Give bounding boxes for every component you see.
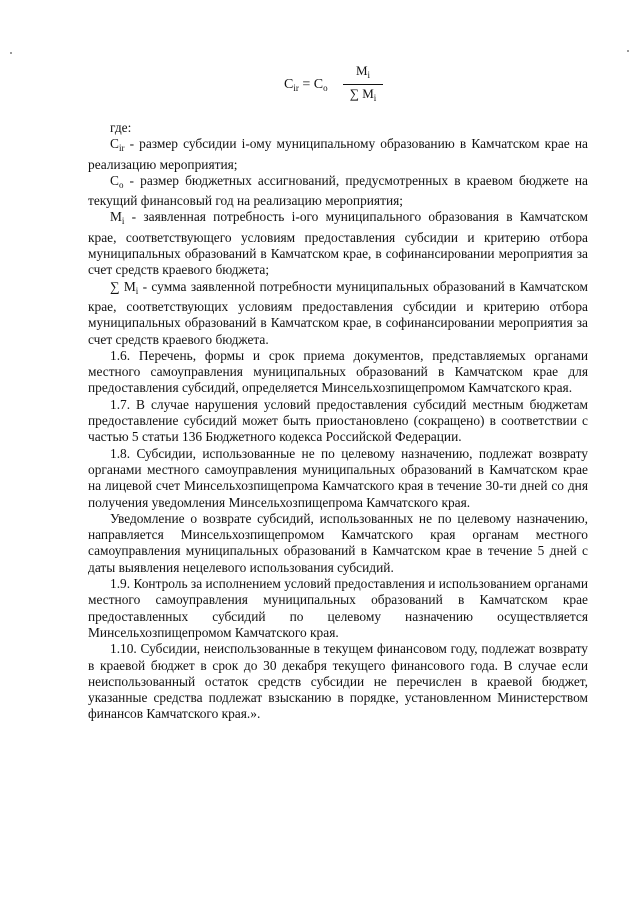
subsidy-formula (270, 60, 410, 110)
paragraph-notification: Уведомление о возврате субсидий, использованных не по целевому назначению, направляется Минсельхозпищепромом Камчатского края органам местного самоуправления муниципальных образований в Камчатском крае в течение 5 дней с даты выявления нецелевого использования субсидий. (88, 510, 588, 575)
definition-sum-m-i: ∑ $M_i$ - сумма заявленной потребности муниципальных образований в Камчатском крае, соответствующих условиям предоставления субсидии и критерию отбора муниципальных образований в Камчатском крае, в софинансировании мероприятия за счет средств краевого бюджета. (88, 278, 588, 347)
where-label: где: (110, 120, 132, 135)
formula-denominator: ∑ $M_i$ (349, 86, 377, 103)
definition-c-ir: $C_{ir}$ - размер субсидии i-ому муниципальному образованию в Камчатском крае на реализацию мероприятия; (88, 136, 588, 172)
definition-c-o: $C_o$ - размер бюджетных ассигнований, предусмотренных в краевом бюджете на текущий финансовый год на реализацию мероприятия; (88, 172, 588, 209)
paragraph-1-9: 1.9. Контроль за исполнением условий предоставления и использованием органами местного самоуправления муниципальных образований в Камчатском крае предоставленных субсидий по целевому назначению осуществляется Минсельхозпищепромом Камчатского края. (88, 576, 588, 640)
formula-fraction (343, 63, 383, 106)
paragraph-1-8: 1.8. Субсидии, использованные не по целевому назначению, подлежат возврату органами местного самоуправления муниципальных образований в Камчатском крае на лицевой счет Минсельхозпищепрома Камчатского края в течение 30-ти дней со дня получения уведомления Минсельхозпищепрома Камчатского края. (88, 445, 588, 510)
scan-speck (627, 50, 629, 52)
scan-speck (10, 52, 12, 54)
definition-m-i: $M_i$ - заявленная потребность i-ого муниципального образования в Камчатском крае, соответствующего условиям предоставления субсидии и критерию отбора муниципальных образований в Камчатском крае, в софинансировании мероприятия за счет средств краевого бюджета; (88, 209, 588, 278)
fraction-bar (343, 84, 383, 85)
formula-numerator: $M_i$ (355, 63, 371, 80)
paragraph-1-10: 1.10. Субсидии, неиспользованные в текущем финансовом году, подлежат возврату в краевой бюджет в срок до 30 декабря текущего финансового года. В случае если неиспользованный остаток средств субсидии не перечислен в краевой бюджет, указанные средства подлежат взысканию в порядке, установленном Министерством финансов Камчатского края.». (88, 641, 588, 722)
paragraph-1-7: 1.7. В случае нарушения условий предоставления субсидий местным бюджетам предоставление субсидий может быть приостановлено (сокращено) в соответствии с частью 5 статьи 136 Бюджетного кодекса Российской Федерации. (88, 396, 588, 445)
document-body (88, 120, 588, 723)
formula-lhs: $C_{ir} = C_o$ (284, 77, 328, 93)
paragraph-1-6: 1.6. Перечень, формы и срок приема документов, представляемых органами местного самоуправления муниципальных образований в Камчатском крае для предоставления субсидий, определяется Минсельхозпищепромом Камчатского края. (88, 347, 588, 396)
